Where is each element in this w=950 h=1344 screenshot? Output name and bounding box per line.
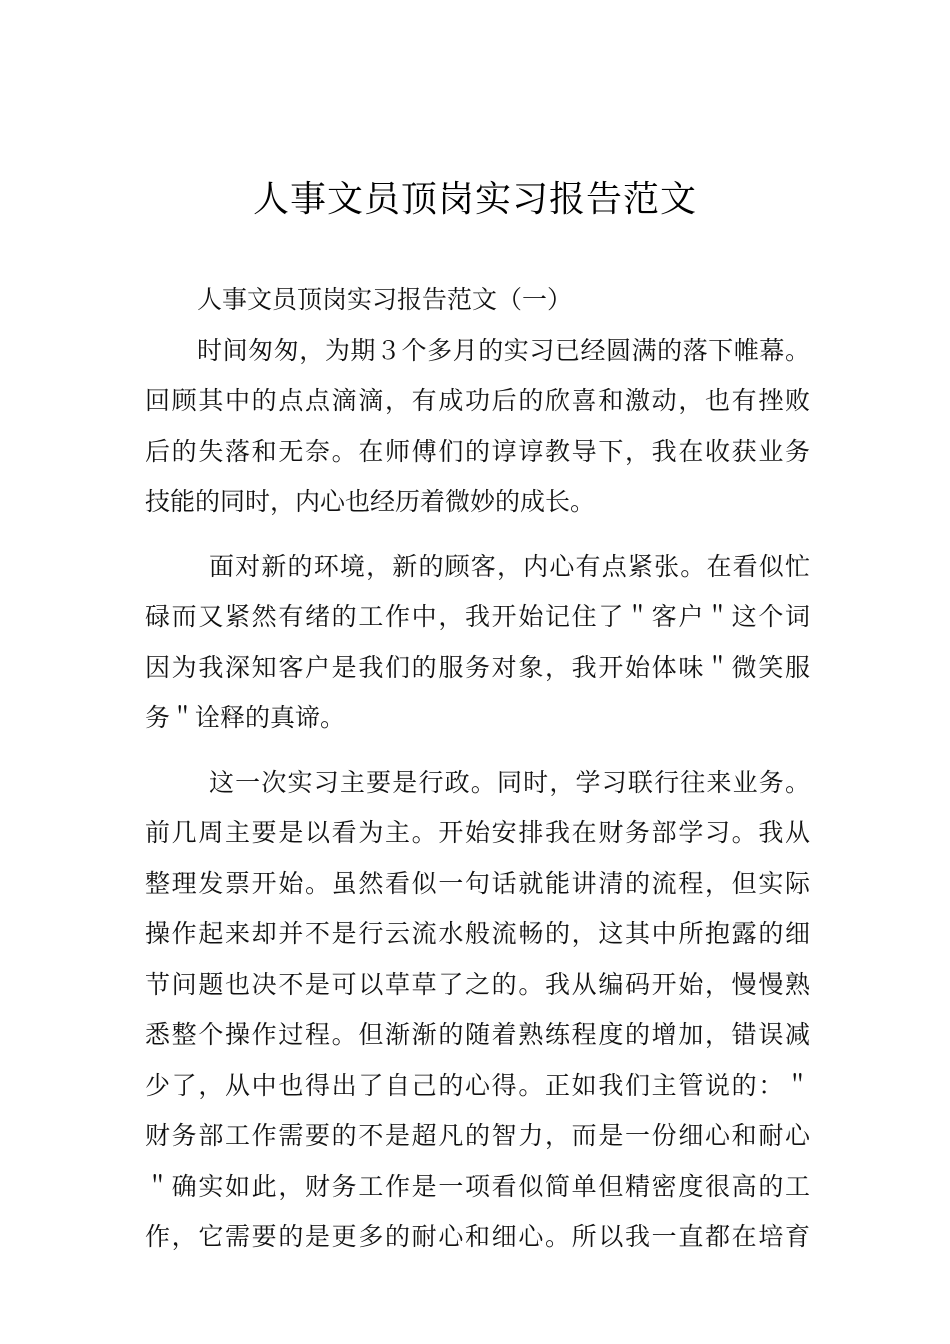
paragraph-3-line-10: 作，它需要的是更多的耐心和细心。所以我一直都在培育: [145, 1222, 810, 1251]
paragraph-spacer: [145, 744, 810, 758]
paragraph-spacer: [145, 528, 810, 542]
document-title: 人事文员顶岗实习报告范文: [252, 179, 697, 220]
paragraph-3-line-6: 悉整个操作过程。但渐渐的随着熟练程度的增加，错误减: [145, 1020, 810, 1049]
paragraph-3-line-2: 前几周主要是以看为主。开始安排我在财务部学习。我从: [145, 818, 810, 847]
paragraph-1-line-2: 回顾其中的点点滴滴，有成功后的欣喜和激动，也有挫败: [145, 386, 810, 415]
paragraph-3-line-4: 操作起来却并不是行云流水般流畅的，这其中所抱露的细: [145, 919, 810, 948]
paragraph-1-line-1: 时间匆匆，为期３个多月的实习已经圆满的落下帷幕。: [197, 335, 810, 365]
paragraph-3-line-5: 节问题也决不是可以草草了之的。我从编码开始，慢慢熟: [145, 969, 810, 999]
document-body: [145, 275, 810, 1263]
paragraph-1-line-4: 技能的同时，内心也经历着微妙的成长。: [145, 487, 596, 516]
paragraph-2-line-4: 务＂诠释的真谛。: [145, 703, 346, 732]
section-heading: 人事文员顶岗实习报告范文（一）: [197, 285, 573, 314]
paragraph-2-line-1: 面对新的环境，新的顾客，内心有点紧张。在看似忙: [209, 551, 810, 581]
paragraph-3-line-1: 这一次实习主要是行政。同时，学习联行往来业务。: [209, 767, 810, 797]
paragraph-3-line-8: 财务部工作需要的不是超凡的智力，而是一份细心和耐心: [145, 1121, 810, 1150]
paragraph-2-line-2: 碌而又紧然有绪的工作中，我开始记住了＂客户＂这个词: [145, 602, 810, 631]
paragraph-3-line-9: ＂确实如此，财务工作是一项看似简单但精密度很高的工: [145, 1171, 810, 1201]
paragraph-3-line-3: 整理发票开始。虽然看似一句话就能讲清的流程，但实际: [145, 868, 810, 898]
paragraph-2-line-3: 因为我深知客户是我们的服务对象，我开始体味＂微笑服: [145, 652, 810, 682]
paragraph-3-line-7: 少了，从中也得出了自己的心得。正如我们主管说的：＂: [145, 1070, 810, 1100]
paragraph-1-line-3: 后的失落和无奈。在师傅们的谆谆教导下，我在收获业务: [145, 436, 810, 466]
